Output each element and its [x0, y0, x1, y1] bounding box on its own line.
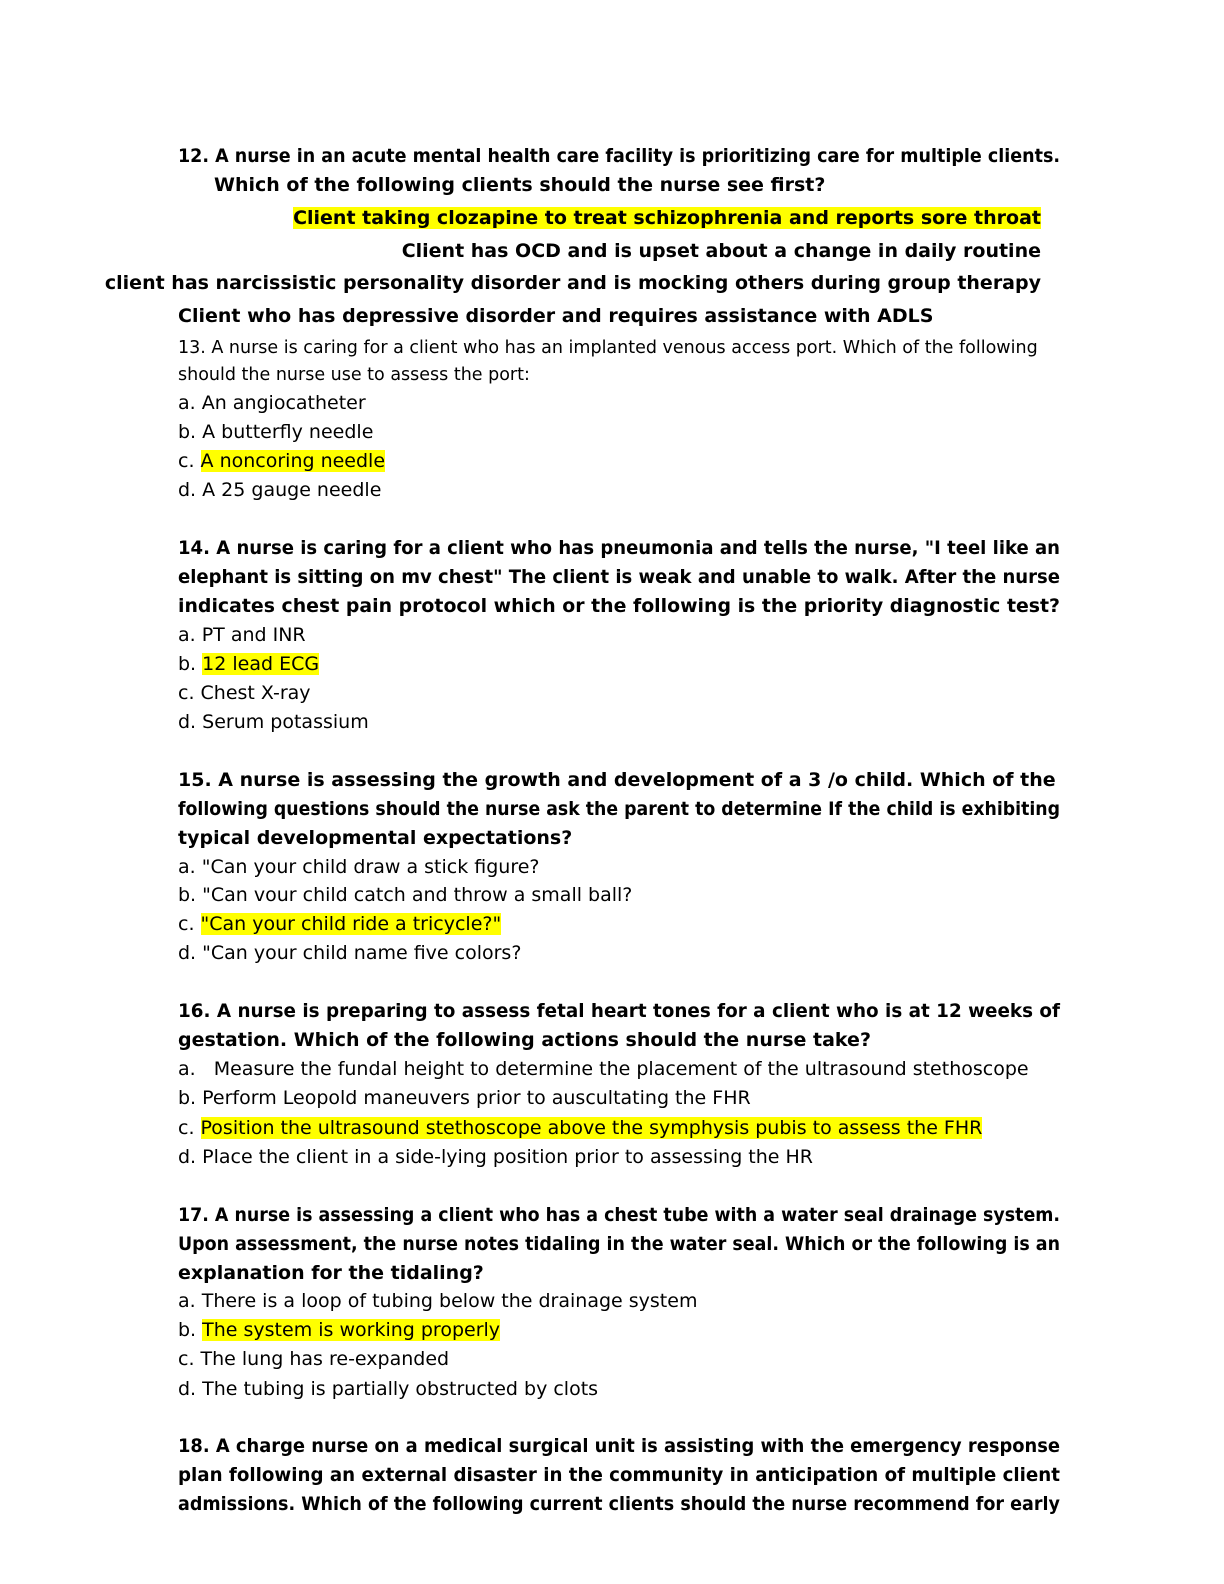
q12-option-1-highlight: Client taking clozapine to treat schizophrenia and reports sore throat: [293, 207, 1041, 229]
q14-stem-line1: 14. A nurse is caring for a client who has pneumonia and tells the nurse, "I teel like an: [178, 537, 1061, 559]
q16-stem-line2: gestation. Which of the following actions should the nurse take?: [178, 1029, 871, 1051]
q15-stem-line2: following questions should the nurse ask the parent to determine If the child is exhibiting: [178, 798, 1061, 820]
q17-option-b-prefix: b.: [178, 1319, 203, 1341]
q15-option-a: a. "Can your child draw a stick figure?: [178, 856, 540, 878]
q12-option-4: Client who has depressive disorder and requires assistance with ADLS: [178, 305, 934, 327]
q13-option-b: b. A butterfly needle: [178, 421, 374, 443]
q13-option-c: [178, 447, 385, 476]
q18-stem-line3: admissions. Which of the following current clients should the nurse recommend for early: [178, 1493, 1060, 1515]
q17-option-c: c. The lung has re-expanded: [178, 1348, 450, 1370]
q16-option-c-highlight: Position the ultrasound stethoscope above the symphysis pubis to assess the FHR: [200, 1117, 983, 1139]
q13-option-d: d. A 25 gauge needle: [178, 479, 382, 501]
q16-option-a-text: Measure the fundal height to determine the placement of the ultrasound stethoscope: [213, 1058, 1029, 1080]
q13-stem-line2: should the nurse use to assess the port:: [178, 365, 530, 385]
q15-stem-line1: 15. A nurse is assessing the growth and development of a 3 /o child. Which of the: [178, 769, 1056, 791]
q15-option-d: d. "Can your child name five colors?: [178, 942, 522, 964]
q14-stem-line3: indicates chest pain protocol which or the following is the priority diagnostic test?: [178, 595, 1061, 617]
q17-stem-line1: 17. A nurse is assessing a client who has a chest tube with a water seal drainage system.: [178, 1204, 1061, 1226]
q12-option-1: [293, 204, 1041, 233]
q15-option-c-highlight: "Can your child ride a tricycle?": [200, 913, 502, 935]
q12-option-2: Client has OCD and is upset about a change in daily routine: [401, 240, 1041, 262]
q16-option-a-prefix: a.: [178, 1058, 196, 1080]
q13-option-c-prefix: c.: [178, 450, 201, 472]
q15-option-b: b. "Can vour child catch and throw a small ball?: [178, 884, 633, 906]
q18-stem-line1: 18. A charge nurse on a medical surgical unit is assisting with the emergency response: [178, 1435, 1061, 1457]
q14-option-d: d. Serum potassium: [178, 711, 369, 733]
q16-stem-line1: 16. A nurse is preparing to assess fetal heart tones for a client who is at 12 weeks of: [178, 1000, 1061, 1022]
q12-stem-line2: Which of the following clients should the nurse see first?: [214, 174, 826, 196]
q12-stem-line1: 12. A nurse in an acute mental health care facility is prioritizing care for multiple clients.: [178, 145, 1061, 167]
q17-option-b: [178, 1316, 500, 1345]
q13-stem-line1: 13. A nurse is caring for a client who has an implanted venous access port. Which of the following: [178, 338, 1038, 358]
q16-option-c-prefix: c.: [178, 1117, 201, 1139]
q15-option-c-prefix: c.: [178, 913, 201, 935]
q14-option-b: [178, 650, 319, 679]
q16-option-d: d. Place the client in a side-lying position prior to assessing the HR: [178, 1146, 814, 1168]
q13-option-a: a. An angiocatheter: [178, 392, 366, 414]
q13-option-c-highlight: A noncoring needle: [200, 450, 386, 472]
q17-option-d: d. The tubing is partially obstructed by clots: [178, 1378, 599, 1400]
q16-option-a: [178, 1055, 1029, 1084]
q14-option-b-highlight: 12 lead ECG: [202, 653, 320, 675]
q16-option-c: [178, 1114, 982, 1143]
q15-stem-line3: typical developmental expectations?: [178, 827, 573, 849]
q17-stem-line2: Upon assessment, the nurse notes tidaling in the water seal. Which or the following is an: [178, 1233, 1061, 1255]
q12-option-3: client has narcissistic personality disorder and is mocking others during group therapy: [104, 272, 1041, 294]
q14-option-a: a. PT and INR: [178, 624, 306, 646]
q17-option-b-highlight: The system is working properly: [202, 1319, 501, 1341]
q14-option-b-prefix: b.: [178, 653, 203, 675]
q14-stem-line2: elephant is sitting on mv chest" The client is weak and unable to walk. After the nurse: [178, 566, 1060, 588]
q16-option-b: b. Perform Leopold maneuvers prior to auscultating the FHR: [178, 1087, 751, 1109]
q18-stem-line2: plan following an external disaster in the community in anticipation of multiple client: [178, 1464, 1060, 1486]
q17-option-a: a. There is a loop of tubing below the drainage system: [178, 1290, 698, 1312]
q15-option-c: [178, 910, 501, 939]
q14-option-c: c. Chest X-ray: [178, 682, 311, 704]
q17-stem-line3: explanation for the tidaling?: [178, 1262, 484, 1284]
